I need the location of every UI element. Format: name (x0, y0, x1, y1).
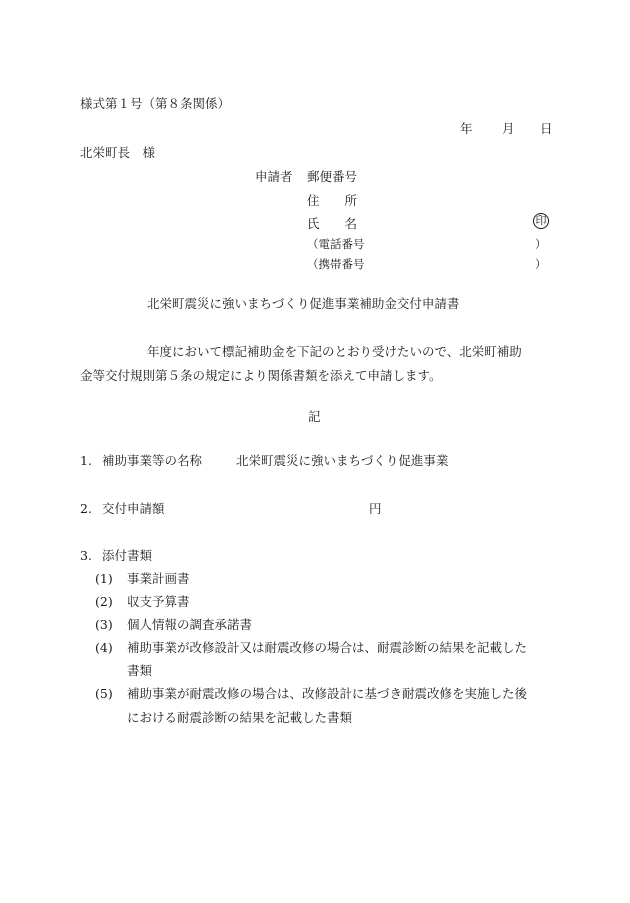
attachment-4-text-line-1: 補助事業が改修設計又は耐震改修の場合は、耐震診断の結果を記載した (127, 640, 528, 655)
seal-mark-text: 印 (535, 214, 547, 228)
item-3-number: 3. (80, 548, 92, 563)
form-number: 様式第１号（第８条関係） (80, 96, 231, 111)
phone-paren-close: ） (535, 237, 547, 251)
seal-mark (533, 213, 549, 229)
item-1-number: 1. (80, 453, 92, 468)
attachment-2-number: (2) (95, 594, 113, 609)
phone-label: （電話番号 (307, 237, 365, 251)
body-text-line-2: 金等交付規則第５条の規定により関係書類を添えて申請します。 (80, 368, 442, 383)
attachment-5-text-line-1: 補助事業が耐震改修の場合は、改修設計に基づき耐震改修を実施した後 (127, 686, 528, 701)
item-1-label: 補助事業等の名称 (102, 453, 203, 468)
attachment-5-text-line-2: における耐震診断の結果を記載した書類 (127, 710, 353, 725)
item-1-value: 北栄町震災に強いまちづくり促進事業 (236, 453, 449, 468)
seal-circle-icon (533, 213, 549, 229)
item-3-label: 添付書類 (102, 548, 153, 563)
attachment-1-text: 事業計画書 (127, 571, 190, 586)
date-year-label: 年 (460, 121, 473, 136)
postal-code-label: 郵便番号 (307, 169, 358, 184)
item-2-number: 2. (80, 501, 92, 516)
attachment-4-text-line-2: 書類 (127, 663, 153, 678)
attachment-3-number: (3) (95, 617, 113, 632)
item-2-unit: 円 (369, 501, 382, 516)
name-label: 氏 名 (307, 216, 358, 231)
addressee: 北栄町長 様 (80, 145, 156, 160)
body-text-line-1: 年度において標記補助金を下記のとおり受けたいので、北栄町補助 (147, 344, 522, 359)
ki-heading: 記 (308, 409, 321, 424)
attachment-5-number: (5) (95, 686, 113, 701)
applicant-label: 申請者 (255, 169, 293, 184)
item-2-label: 交付申請額 (102, 501, 165, 516)
date-day-label: 日 (540, 121, 553, 136)
attachment-2-text: 収支予算書 (127, 594, 190, 609)
attachment-4-number: (4) (95, 640, 113, 655)
mobile-paren-close: ） (535, 257, 547, 271)
date-month-label: 月 (502, 121, 515, 136)
mobile-label: （携帯番号 (307, 257, 365, 271)
address-label: 住 所 (307, 193, 358, 208)
attachment-1-number: (1) (95, 571, 113, 586)
document-title: 北栄町震災に強いまちづくり促進事業補助金交付申請書 (147, 296, 460, 311)
attachment-3-text: 個人情報の調査承諾書 (127, 617, 253, 632)
